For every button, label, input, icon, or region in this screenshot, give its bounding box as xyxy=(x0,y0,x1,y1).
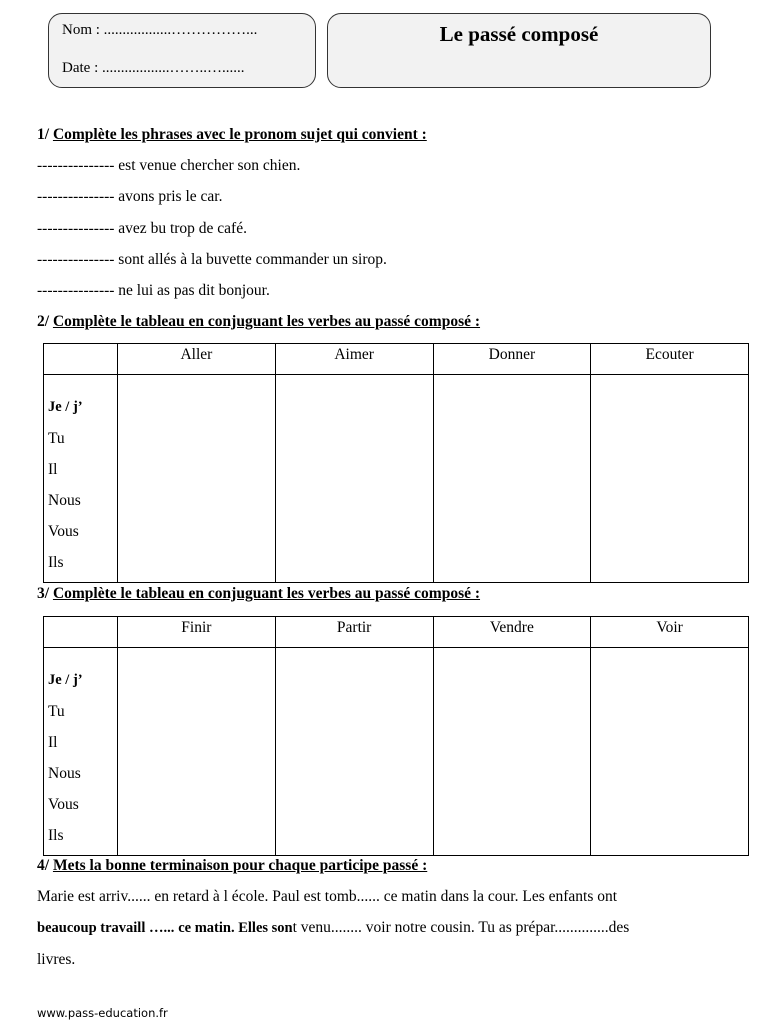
answer-cell[interactable] xyxy=(433,648,591,856)
pronoun: Tu xyxy=(48,703,65,720)
pronoun: Il xyxy=(48,461,58,478)
page-title: Le passé composé xyxy=(439,22,599,46)
verb-header: Aimer xyxy=(275,344,433,375)
exercise-3-number: 3/ xyxy=(37,585,50,602)
verb-header: Donner xyxy=(433,344,591,375)
pronoun: Vous xyxy=(48,523,79,540)
answer-cell[interactable] xyxy=(433,375,591,583)
name-field[interactable]: Nom : ..................……………... xyxy=(62,22,258,38)
sentence-5: --------------- ne lui as pas dit bonjour. xyxy=(37,282,270,299)
answer-cell[interactable] xyxy=(275,648,433,856)
pronoun: Ils xyxy=(48,827,64,844)
text-fragment: t venu........ voir notre cousin. Tu as prépar..............des xyxy=(292,919,630,936)
verb-header: Finir xyxy=(118,617,276,648)
sentence-4: --------------- sont allés à la buvette commander un sirop. xyxy=(37,251,387,268)
bold-fragment: ce matin. Elles son xyxy=(178,920,293,936)
bold-fragment: beaucoup travaill …... xyxy=(37,920,175,936)
exercise-1-instruction: Complète les phrases avec le pronom sujet qui convient : xyxy=(52,126,427,143)
exercise-1-number: 1/ xyxy=(37,126,50,143)
pronoun: Nous xyxy=(48,492,81,509)
pronoun-column xyxy=(44,375,118,583)
pronoun: Vous xyxy=(48,796,79,813)
student-info-box xyxy=(48,13,316,88)
answer-cell[interactable] xyxy=(591,648,749,856)
sentence-2: --------------- avons pris le car. xyxy=(37,188,223,205)
exercise-3-instruction: Complète le tableau en conjuguant les verbes au passé composé : xyxy=(52,585,481,602)
answer-cell[interactable] xyxy=(118,648,276,856)
pronoun-column xyxy=(44,648,118,856)
exercise-4-number: 4/ xyxy=(37,857,50,874)
pronoun: Ils xyxy=(48,554,64,571)
conjugation-table-1 xyxy=(43,343,749,583)
exercise-1-title xyxy=(37,126,427,144)
verb-header: Partir xyxy=(275,617,433,648)
verb-header: Voir xyxy=(591,617,749,648)
pronoun: Je / j’ xyxy=(48,672,83,688)
conjugation-table-2 xyxy=(43,616,749,856)
exercise-4-text-line-1: Marie est arriv...... en retard à l école. Paul est tomb...... ce matin dans la cour. Les enfants ont xyxy=(37,888,618,905)
sentence-3: --------------- avez bu trop de café. xyxy=(37,220,247,237)
exercise-4-title xyxy=(37,857,427,875)
exercise-4-instruction: Mets la bonne terminaison pour chaque participe passé : xyxy=(52,857,428,874)
header-empty-cell xyxy=(44,344,118,375)
verb-header: Aller xyxy=(118,344,276,375)
answer-cell[interactable] xyxy=(591,375,749,583)
sentence-1: --------------- est venue chercher son chien. xyxy=(37,157,301,174)
exercise-2-title xyxy=(37,313,480,331)
pronoun: Nous xyxy=(48,765,81,782)
answer-cell[interactable] xyxy=(275,375,433,583)
exercise-4-text-line-2 xyxy=(37,919,629,937)
answer-cell[interactable] xyxy=(118,375,276,583)
exercise-2-instruction: Complète le tableau en conjuguant les verbes au passé composé : xyxy=(52,313,481,330)
footer-url: www.pass-education.fr xyxy=(37,1006,168,1020)
date-field[interactable]: Date : ..................……..…...... xyxy=(62,60,245,76)
title-box xyxy=(327,13,711,88)
header-empty-cell xyxy=(44,617,118,648)
exercise-4-text-line-3: livres. xyxy=(37,951,76,968)
pronoun: Il xyxy=(48,734,58,751)
pronoun: Tu xyxy=(48,430,65,447)
pronoun: Je / j’ xyxy=(48,399,83,415)
verb-header: Ecouter xyxy=(591,344,749,375)
exercise-2-number: 2/ xyxy=(37,313,50,330)
verb-header: Vendre xyxy=(433,617,591,648)
exercise-3-title xyxy=(37,585,480,603)
